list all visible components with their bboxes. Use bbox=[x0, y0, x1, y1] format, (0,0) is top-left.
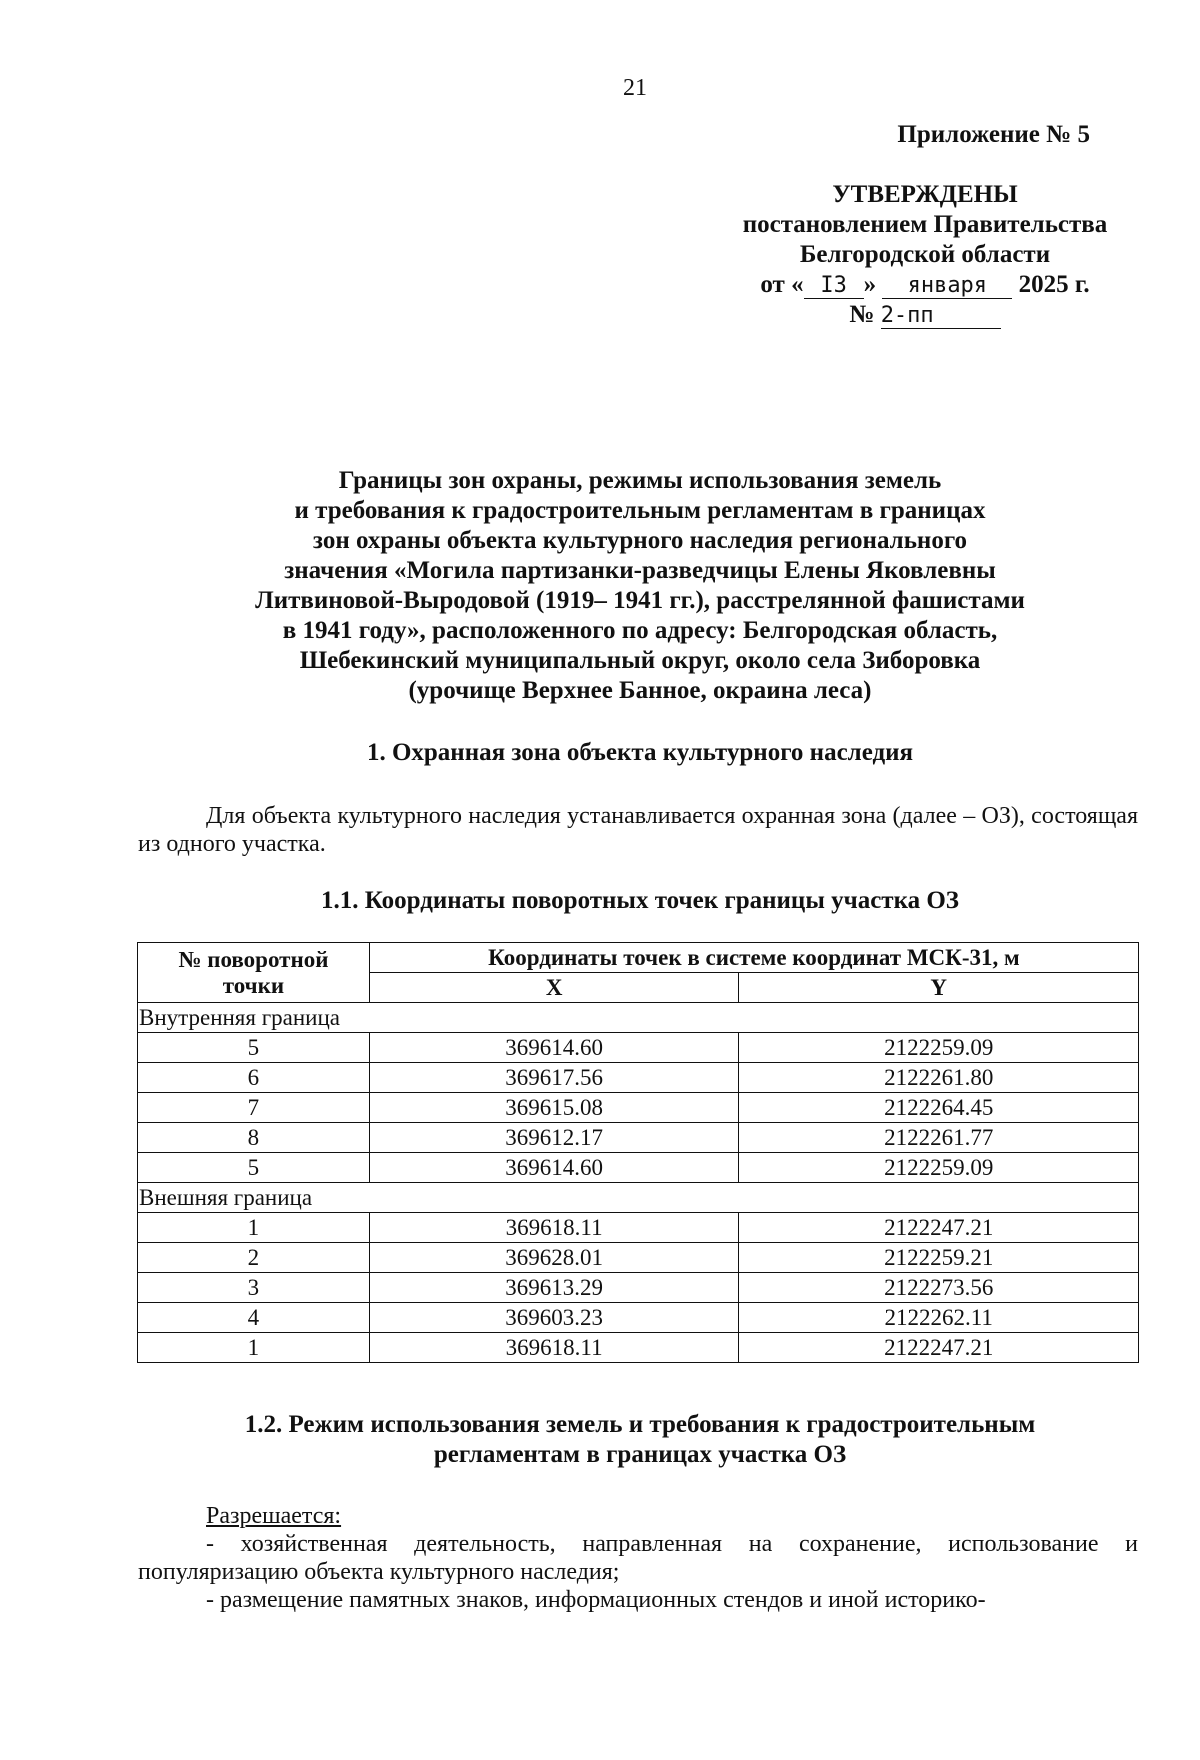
y-cell: 2122273.56 bbox=[739, 1273, 1139, 1303]
table-header-row bbox=[138, 943, 1139, 973]
title-line: в 1941 году», расположенного по адресу: Белгородская область, bbox=[282, 617, 998, 644]
permitted-item-1 bbox=[138, 1530, 1138, 1586]
table-row bbox=[138, 1093, 1139, 1123]
table-row bbox=[138, 1273, 1139, 1303]
section-1-2-heading-line-2: регламентам в границах участка ОЗ bbox=[433, 1441, 847, 1468]
section-1-heading: 1. Охранная зона объекта культурного наследия bbox=[366, 739, 914, 766]
page-number: 21 bbox=[623, 75, 647, 101]
group-label: Внешняя граница bbox=[138, 1183, 1139, 1213]
point-cell: 1 bbox=[138, 1213, 370, 1243]
table-row bbox=[138, 1303, 1139, 1333]
table-row bbox=[138, 1033, 1139, 1063]
appendix-label: Приложение № 5 bbox=[897, 121, 1090, 148]
point-cell: 5 bbox=[138, 1153, 370, 1183]
point-cell: 6 bbox=[138, 1063, 370, 1093]
x-cell: 369612.17 bbox=[369, 1123, 739, 1153]
permitted-item-1-text: - хозяйственная деятельность, направленная на сохранение, использование и популяризацию объекта культурного наследия; bbox=[138, 1531, 1138, 1585]
approval-line-2: Белгородской области bbox=[799, 241, 1051, 268]
coordinates-table bbox=[137, 942, 1139, 1363]
point-cell: 5 bbox=[138, 1033, 370, 1063]
approval-number bbox=[700, 300, 1150, 330]
y-cell: 2122261.80 bbox=[739, 1063, 1139, 1093]
table-row bbox=[138, 1153, 1139, 1183]
approval-block bbox=[700, 120, 1150, 330]
y-cell: 2122262.11 bbox=[739, 1303, 1139, 1333]
title-line: (урочище Верхнее Банное, окраина леса) bbox=[408, 677, 872, 704]
date-month: января bbox=[882, 274, 1012, 299]
table-group-row bbox=[138, 1003, 1139, 1033]
x-cell: 369614.60 bbox=[369, 1033, 739, 1063]
table-row bbox=[138, 1333, 1139, 1363]
header-coordinates: Координаты точек в системе координат МСК-31, м bbox=[369, 943, 1138, 973]
header-y: Y bbox=[739, 973, 1139, 1003]
permitted-label-line bbox=[138, 1502, 1138, 1530]
title-line: Шебекинский муниципальный округ, около села Зиборовка bbox=[299, 647, 981, 674]
section-1-2-heading bbox=[140, 1410, 1140, 1470]
date-day: I3 bbox=[804, 274, 864, 299]
table-row bbox=[138, 1243, 1139, 1273]
group-label: Внутренняя граница bbox=[138, 1003, 1139, 1033]
table-group-row bbox=[138, 1183, 1139, 1213]
x-cell: 369615.08 bbox=[369, 1093, 739, 1123]
date-mid: » bbox=[863, 271, 877, 298]
x-cell: 369613.29 bbox=[369, 1273, 739, 1303]
document-title bbox=[140, 466, 1140, 706]
x-cell: 369617.56 bbox=[369, 1063, 739, 1093]
point-cell: 1 bbox=[138, 1333, 370, 1363]
approval-line-1: постановлением Правительства bbox=[742, 211, 1108, 238]
y-cell: 2122259.21 bbox=[739, 1243, 1139, 1273]
y-cell: 2122247.21 bbox=[739, 1213, 1139, 1243]
title-line: значения «Могила партизанки-разведчицы Елены Яковлевны bbox=[284, 557, 996, 584]
point-cell: 4 bbox=[138, 1303, 370, 1333]
section-1-2-heading-line-1: 1.2. Режим использования земель и требования к градостроительным bbox=[244, 1411, 1036, 1438]
date-year: 2025 г. bbox=[1018, 271, 1090, 298]
x-cell: 369618.11 bbox=[369, 1213, 739, 1243]
y-cell: 2122259.09 bbox=[739, 1033, 1139, 1063]
y-cell: 2122264.45 bbox=[739, 1093, 1139, 1123]
header-x: X bbox=[369, 973, 739, 1003]
x-cell: 369618.11 bbox=[369, 1333, 739, 1363]
point-cell: 7 bbox=[138, 1093, 370, 1123]
section-1-paragraph-text: Для объекта культурного наследия устанавливается охранная зона (далее – ОЗ), состоящая из одного участка. bbox=[138, 803, 1138, 857]
header-point bbox=[138, 943, 370, 1003]
y-cell: 2122259.09 bbox=[739, 1153, 1139, 1183]
point-cell: 8 bbox=[138, 1123, 370, 1153]
point-cell: 2 bbox=[138, 1243, 370, 1273]
x-cell: 369628.01 bbox=[369, 1243, 739, 1273]
approval-date bbox=[700, 270, 1150, 300]
y-cell: 2122247.21 bbox=[739, 1333, 1139, 1363]
permitted-item-2 bbox=[138, 1586, 1138, 1614]
title-line: зон охраны объекта культурного наследия регионального bbox=[312, 527, 968, 554]
permitted-item-2-text: - размещение памятных знаков, информационных стендов и иной историко- bbox=[206, 1587, 986, 1613]
title-line: Литвиновой-Выродовой (1919– 1941 гг.), расстрелянной фашистами bbox=[255, 587, 1025, 614]
permitted-label: Разрешается: bbox=[206, 1503, 342, 1529]
table-row bbox=[138, 1063, 1139, 1093]
header-point-line-1: № поворотной bbox=[178, 946, 329, 972]
section-1-paragraph bbox=[138, 802, 1138, 858]
x-cell: 369614.60 bbox=[369, 1153, 739, 1183]
table-row bbox=[138, 1123, 1139, 1153]
number-value: 2-пп bbox=[881, 304, 1001, 329]
header-point-line-2: точки bbox=[222, 972, 285, 998]
approved-label: УТВЕРЖДЕНЫ bbox=[832, 181, 1018, 208]
title-line: и требования к градостроительным регламентам в границах bbox=[294, 497, 986, 524]
number-prefix: № bbox=[849, 301, 875, 328]
x-cell: 369603.23 bbox=[369, 1303, 739, 1333]
point-cell: 3 bbox=[138, 1273, 370, 1303]
section-1-1-heading: 1.1. Координаты поворотных точек границы участка ОЗ bbox=[321, 887, 959, 914]
y-cell: 2122261.77 bbox=[739, 1123, 1139, 1153]
title-line: Границы зон охраны, режимы использования земель bbox=[338, 467, 942, 494]
date-prefix: от « bbox=[760, 271, 804, 298]
table-row bbox=[138, 1213, 1139, 1243]
